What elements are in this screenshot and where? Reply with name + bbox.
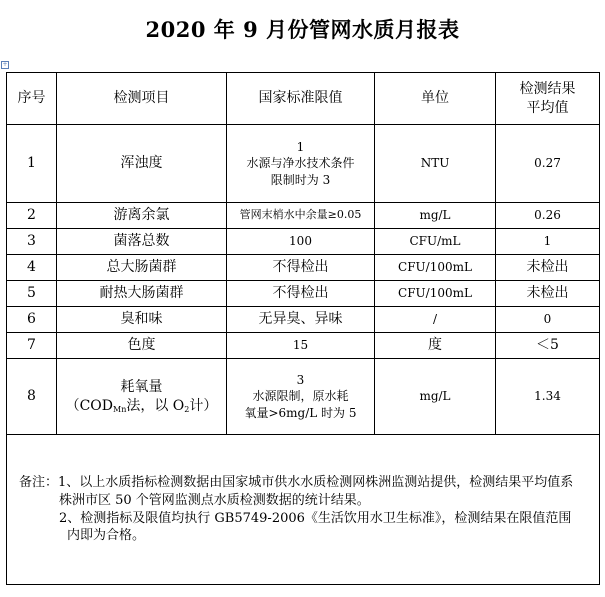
row-seq: 7 [7,333,57,359]
header-unit: 单位 [375,73,496,125]
row-limit-line: 3 [296,373,305,388]
row-unit: CFU/100mL [375,281,496,307]
row-item-line [57,397,226,416]
row-seq: 3 [7,229,57,255]
row-result: 1.34 [496,359,600,435]
row-result: 1 [496,229,600,255]
row-result: 0.26 [496,203,600,229]
header-seq: 序号 [7,73,57,125]
row-item: 菌落总数 [57,229,227,255]
note-line: 株洲市区 50 个管网监测点水质检测数据的统计结果。 [59,492,370,508]
row-item: 游离余氯 [57,203,227,229]
row-seq: 4 [7,255,57,281]
row-seq: 2 [7,203,57,229]
row-limit-line: 水源限制，原水耗 [252,389,349,404]
row-limit [227,359,375,435]
water-quality-table [6,72,600,585]
table-row [7,229,600,255]
row-limit-line: 氧量>6mg/L 时为 5 [244,405,357,420]
row-seq: 8 [7,359,57,435]
row-unit: 度 [375,333,496,359]
row-unit: CFU/100mL [375,255,496,281]
row-unit: mg/L [375,359,496,435]
note-line: 备注：1、以上水质指标检测数据由国家城市供水水质检测网株洲监测站提供，检测结果平均值系 [19,475,574,491]
row-limit [227,125,375,203]
table-row [7,359,600,435]
row-limit: 15 [227,333,375,359]
row-unit: CFU/mL [375,229,496,255]
row-unit: NTU [375,125,496,203]
row-limit: 不得检出 [227,281,375,307]
row-item: 耐热大肠菌群 [57,281,227,307]
row-seq: 1 [7,125,57,203]
table-row [7,281,600,307]
report-title: 2020 年 9 月份管网水质月报表 [145,17,460,42]
table-row [7,307,600,333]
table-row [7,255,600,281]
row-unit: mg/L [375,203,496,229]
row-item: 总大肠菌群 [57,255,227,281]
row-seq: 6 [7,307,57,333]
table-anchor-icon[interactable]: + [2,61,8,68]
row-result: 0.27 [496,125,600,203]
row-seq: 5 [7,281,57,307]
row-item-text: 计） [189,397,218,414]
row-result: 未检出 [496,281,600,307]
header-result [496,73,600,125]
notes-row [7,435,600,585]
notes-cell [7,435,600,585]
table-row [7,333,600,359]
row-item-subscript: Mn [113,404,127,414]
row-result: 0 [496,307,600,333]
row-item-subscript: 2 [184,404,190,414]
note-line: 2、检测指标及限值均执行 GB5749-2006《生活饮用水卫生标准》，检测结果在限值范围 [59,510,572,526]
row-result: ＜5 [496,333,600,359]
row-limit: 不得检出 [227,255,375,281]
header-result-line1: 检测结果 [519,80,576,97]
table-header-row [7,73,600,125]
header-item: 检测项目 [57,73,227,125]
row-item-line: 耗氧量 [120,378,163,395]
header-result-line2: 平均值 [526,99,569,116]
row-result: 未检出 [496,255,600,281]
table-row [7,125,600,203]
row-item-text: （COD [65,397,114,414]
table-row [7,203,600,229]
row-limit: 管网末梢水中余量≥0.05 [227,203,375,229]
note-line: 内即为合格。 [67,528,146,544]
row-limit-line: 限制时为 3 [270,172,331,187]
row-limit-line: 水源与净水技术条件 [246,156,355,171]
row-item-text: 法，以 O [126,397,185,414]
header-limit: 国家标准限值 [227,73,375,125]
row-item [57,359,227,435]
row-item: 浑浊度 [57,125,227,203]
row-limit: 无异臭、异味 [227,307,375,333]
row-item: 色度 [57,333,227,359]
row-limit-line: 1 [296,140,305,155]
row-limit: 100 [227,229,375,255]
row-unit: / [375,307,496,333]
row-item: 臭和味 [57,307,227,333]
